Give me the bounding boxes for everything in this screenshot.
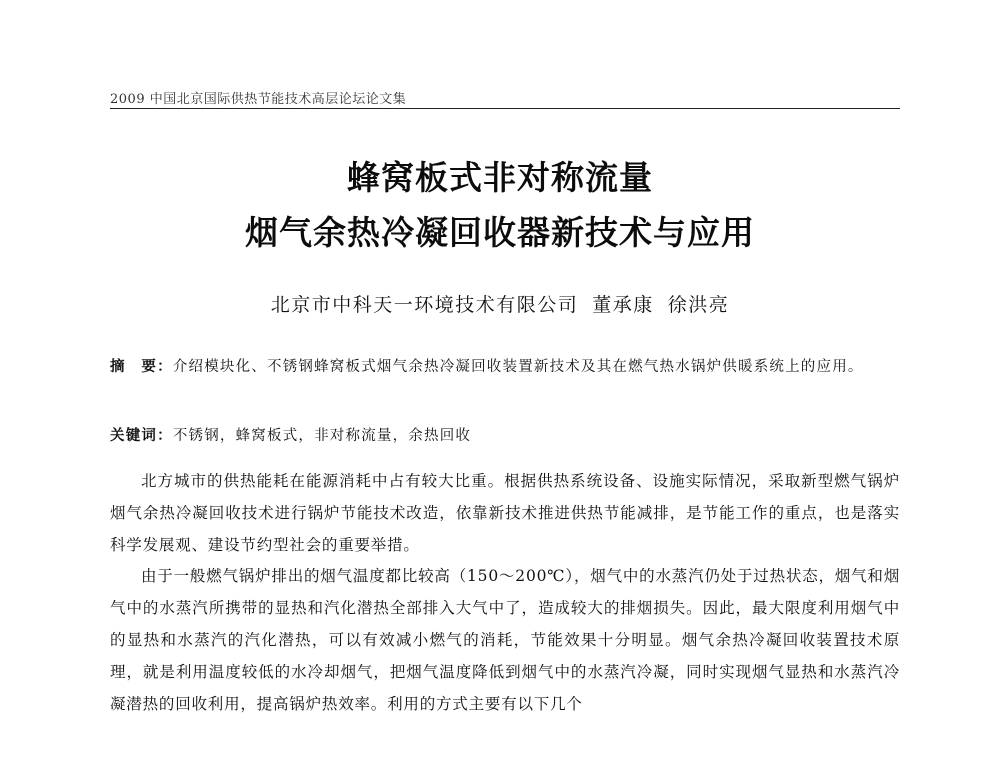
header-rule bbox=[110, 108, 900, 109]
abstract bbox=[110, 352, 900, 383]
body-text bbox=[110, 466, 900, 720]
running-header: 2009 中国北京国际供热节能技术高层论坛论文集 bbox=[110, 92, 407, 107]
keywords bbox=[110, 421, 900, 452]
author-name-2: 徐洪亮 bbox=[667, 294, 730, 316]
abstract-label: 摘 要： bbox=[110, 359, 173, 375]
title-line-1: 蜂窝板式非对称流量 bbox=[347, 158, 653, 197]
author-name-1: 董承康 bbox=[592, 294, 654, 316]
body-paragraph-1: 北方城市的供热能耗在能源消耗中占有较大比重。根据供热系统设备、设施实际情况，采取新型燃气锅炉烟气余热冷凝回收技术进行锅炉节能技术改造，依靠新技术推进供热节能减排，是节能工作的重点，也是落实科学发展观、建设节约型社会的重要举措。 bbox=[110, 472, 900, 554]
abstract-text: 介绍模块化、不锈钢蜂窝板式烟气余热冷凝回收装置新技术及其在燃气热水锅炉供暖系统上的应用。 bbox=[172, 359, 864, 375]
body-paragraph-2: 由于一般燃气锅炉排出的烟气温度都比较高（150～200℃），烟气中的水蒸汽仍处于过热状态，烟气和烟气中的水蒸汽所携带的显热和汽化潜热全部排入大气中了，造成较大的排烟损失。因此，最大限度利用烟气中的显热和水蒸汽的汽化潜热，可以有效减小燃气的消耗，节能效果十分明显。烟气余热冷凝回收装置技术原理，就是利用温度较低的水冷却烟气，把烟气温度降低到烟气中的水蒸汽冷凝，同时实现烟气显热和水蒸汽冷凝潜热的回收利用，提高锅炉热效率。利用的方式主要有以下几个 bbox=[110, 567, 900, 713]
keywords-text: 不锈钢，蜂窝板式，非对称流量，余热回收 bbox=[172, 428, 472, 444]
title-line-2: 烟气余热冷凝回收器新技术与应用 bbox=[245, 213, 755, 252]
byline bbox=[0, 290, 1000, 317]
author-organization: 北京市中科天一环境技术有限公司 bbox=[270, 294, 579, 316]
keywords-label: 关键词： bbox=[110, 428, 173, 444]
